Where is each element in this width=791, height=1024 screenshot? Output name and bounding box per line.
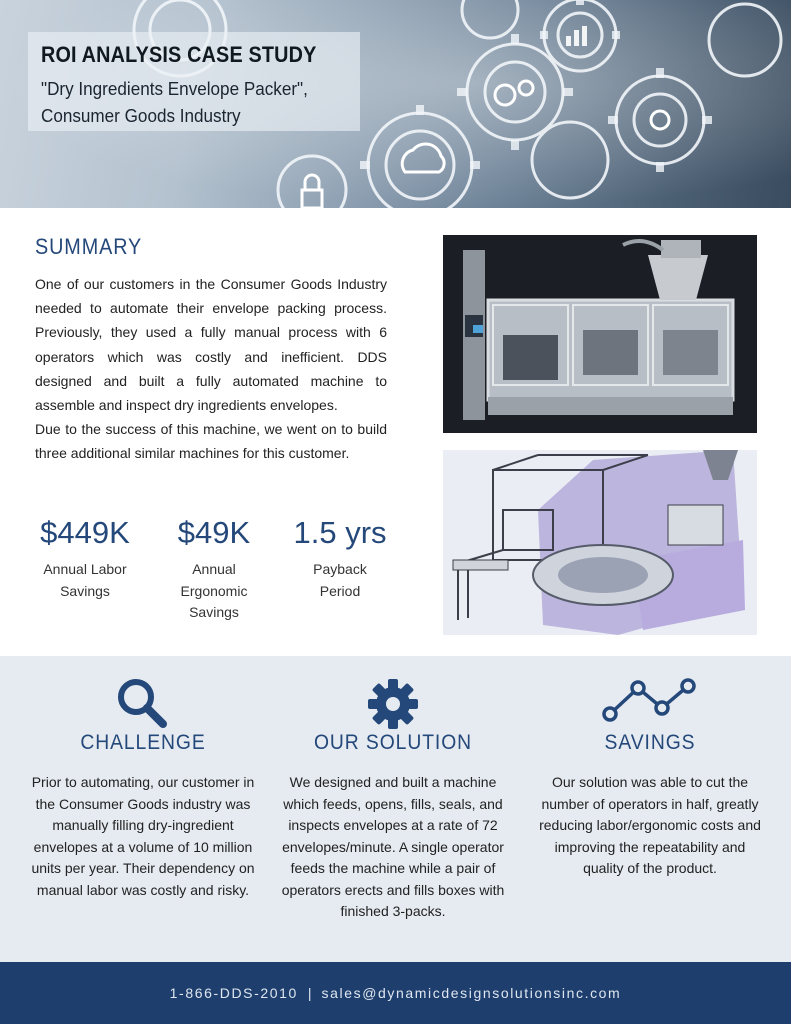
savings-title: SAVINGS <box>604 731 696 754</box>
stat-label-line: Payback <box>313 561 367 577</box>
stat-value: $449K <box>40 515 130 550</box>
stat-labor-savings <box>30 513 140 602</box>
footer-separator: | <box>307 985 312 1001</box>
stat-label-line: Annual <box>192 561 236 577</box>
magnifier-icon <box>113 674 173 734</box>
page-subtitle <box>41 76 308 130</box>
machine-photo <box>443 235 757 433</box>
footer-phone[interactable]: 1-866-DDS-2010 <box>169 985 298 1001</box>
stat-label-line: Savings <box>60 582 110 599</box>
stat-label <box>162 559 266 624</box>
summary-paragraph-1: One of our customers in the Consumer Goods Industry needed to automate their envelope packing process. Previously, they used a fully manual process with 6 operators which was costly and inefficient. DDS designed and built a fully automated machine to assemble and inspect dry ingredients envelopes. <box>35 276 387 414</box>
summary-heading: SUMMARY <box>35 234 143 259</box>
summary-body <box>35 272 387 466</box>
savings-text: Our solution was able to cut the number of operators in half, greatly reducing labor/ergonomic costs and improving the repeatability and quality of the product. <box>539 774 761 876</box>
gear-icon <box>363 674 423 734</box>
hero-banner <box>0 0 791 208</box>
line-chart-icon <box>600 676 700 726</box>
stat-label-line: Ergonomic <box>180 582 248 599</box>
solution-text: We designed and built a machine which feeds, opens, fills, seals, and inspects envelopes at a rate of 72 envelopes/minute. A single operator feeds the machine while a pair of operators erects and fills boxes with finished 3-packs. <box>281 774 505 919</box>
stat-label-line: Annual Labor <box>43 561 127 577</box>
footer-email[interactable]: sales@dynamicdesignsolutionsinc.com <box>321 985 622 1001</box>
challenge-text: Prior to automating, our customer in the Consumer Goods industry was manually filling dry-ingredient envelopes at a volume of 10 million units per year. Their dependency on manual labor was costly and risky. <box>31 774 255 898</box>
challenge-title: CHALLENGE <box>80 731 206 754</box>
stat-value: $49K <box>177 515 251 550</box>
machine-cad-render <box>443 450 757 635</box>
pillars-section <box>0 656 791 962</box>
subtitle-line-1: "Dry Ingredients Envelope Packer", <box>41 79 308 99</box>
stat-value: 1.5 yrs <box>293 515 387 550</box>
solution-title: OUR SOLUTION <box>313 731 473 754</box>
stat-label-line: Savings <box>189 604 239 620</box>
page-title: ROI ANALYSIS CASE STUDY <box>41 42 317 67</box>
stat-label <box>30 559 140 602</box>
stat-label <box>282 559 398 602</box>
summary-paragraph-2: Due to the success of this machine, we went on to build three additional similar machines for this customer. <box>35 421 387 462</box>
stat-ergonomic-savings <box>162 513 266 624</box>
footer <box>0 962 791 1024</box>
stat-label-line: Period <box>319 582 361 599</box>
stat-payback-period <box>282 513 398 602</box>
subtitle-line-2: Consumer Goods Industry <box>41 106 241 126</box>
